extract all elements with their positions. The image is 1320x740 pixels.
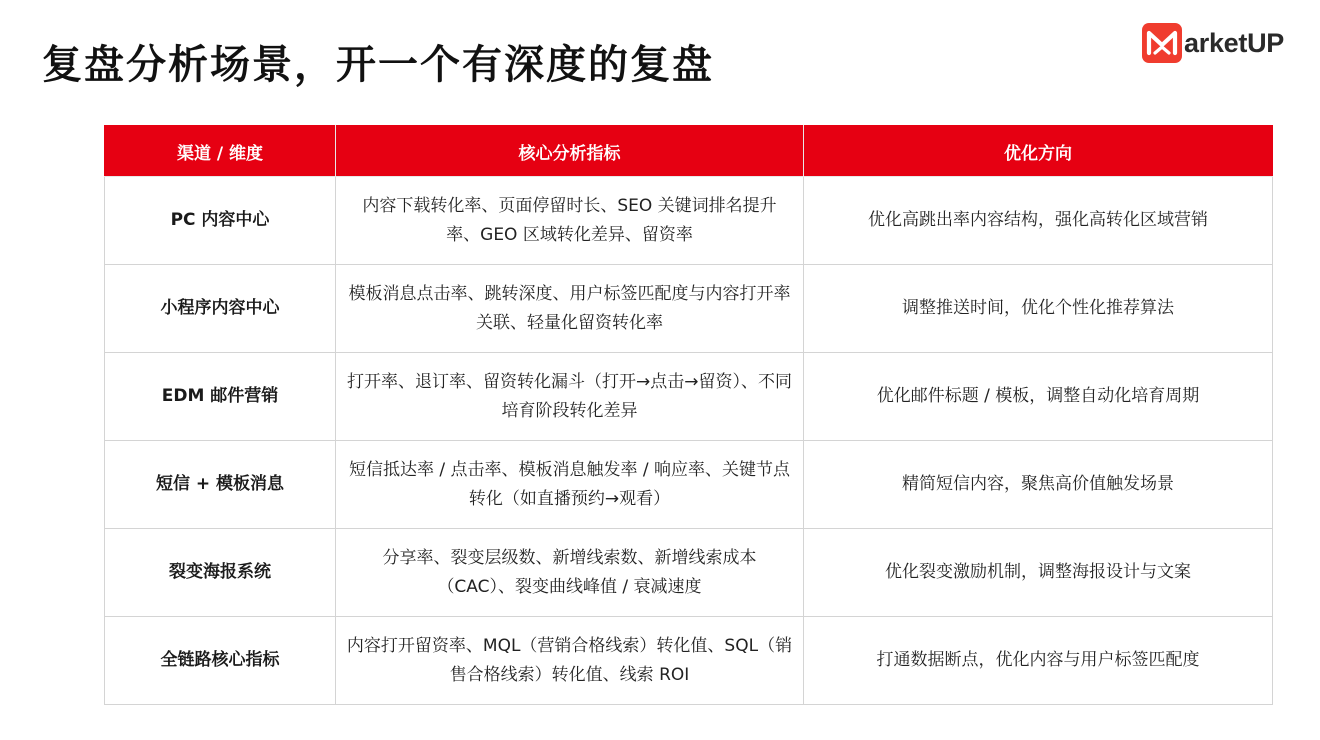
table-row — [105, 441, 1273, 529]
direction-cell: 优化高跳出率内容结构，强化高转化区域营销 — [804, 177, 1273, 265]
column-header-channel: 渠道 / 维度 — [105, 126, 336, 177]
metrics-cell: 短信抵达率 / 点击率、模板消息触发率 / 响应率、关键节点转化（如直播预约→观看） — [336, 441, 804, 529]
metrics-cell: 模板消息点击率、跳转深度、用户标签匹配度与内容打开率关联、轻量化留资转化率 — [336, 265, 804, 353]
column-header-metrics: 核心分析指标 — [336, 126, 804, 177]
table-header — [105, 126, 1273, 177]
metrics-cell: 分享率、裂变层级数、新增线索数、新增线索成本（CAC）、裂变曲线峰值 / 衰减速度 — [336, 529, 804, 617]
m-logo-mark-icon — [1142, 23, 1182, 63]
channel-cell: 裂变海报系统 — [105, 529, 336, 617]
column-header-direction: 优化方向 — [804, 126, 1273, 177]
table-row — [105, 353, 1273, 441]
marketup-logo[interactable] — [1142, 22, 1284, 64]
header-row — [105, 126, 1273, 177]
channel-cell: 小程序内容中心 — [105, 265, 336, 353]
channel-cell: 短信 + 模板消息 — [105, 441, 336, 529]
metrics-cell: 内容下载转化率、页面停留时长、SEO 关键词排名提升率、GEO 区域转化差异、留资率 — [336, 177, 804, 265]
direction-cell: 调整推送时间，优化个性化推荐算法 — [804, 265, 1273, 353]
metrics-cell: 打开率、退订率、留资转化漏斗（打开→点击→留资）、不同培育阶段转化差异 — [336, 353, 804, 441]
direction-cell: 优化邮件标题 / 模板，调整自动化培育周期 — [804, 353, 1273, 441]
review-analysis-table — [104, 125, 1273, 705]
table-row — [105, 177, 1273, 265]
table-row — [105, 617, 1273, 705]
metrics-cell: 内容打开留资率、MQL（营销合格线索）转化值、SQL（销售合格线索）转化值、线索 ROI — [336, 617, 804, 705]
channel-cell: 全链路核心指标 — [105, 617, 336, 705]
channel-cell: PC 内容中心 — [105, 177, 336, 265]
table-body — [105, 177, 1273, 705]
table-row — [105, 529, 1273, 617]
channel-cell: EDM 邮件营销 — [105, 353, 336, 441]
table-row — [105, 265, 1273, 353]
page-title: 复盘分析场景，开一个有深度的复盘 — [42, 42, 714, 88]
direction-cell: 打通数据断点，优化内容与用户标签匹配度 — [804, 617, 1273, 705]
direction-cell: 精简短信内容，聚焦高价值触发场景 — [804, 441, 1273, 529]
direction-cell: 优化裂变激励机制，调整海报设计与文案 — [804, 529, 1273, 617]
logo-text: arketUP — [1184, 27, 1284, 58]
